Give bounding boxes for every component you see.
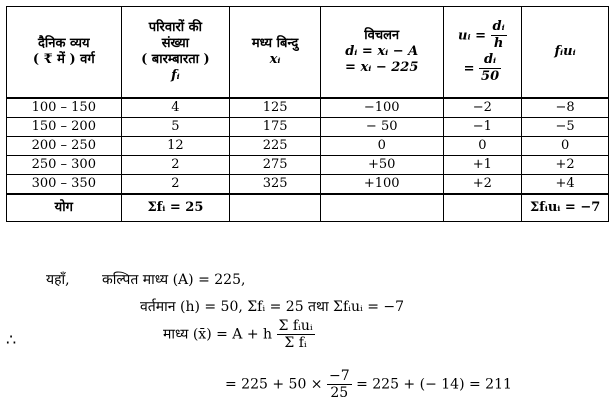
header-step-equals: = xyxy=(463,61,475,77)
table-row xyxy=(7,156,609,175)
total-fu: Σfᵢuᵢ = −7 xyxy=(522,194,609,222)
cell-fu: +4 xyxy=(522,175,609,195)
header-class-line1: दैनिक व्यय xyxy=(38,35,90,51)
cell-class: 150 – 200 xyxy=(7,118,122,137)
header-midpoint-line1: मध्य बिन्दु xyxy=(251,35,299,51)
header-step-num2: dᵢ xyxy=(479,52,501,69)
cell-frequency: 5 xyxy=(121,118,230,137)
mean-formula-num: Σ fᵢuᵢ xyxy=(278,318,313,334)
header-step-num1: dᵢ xyxy=(491,19,507,36)
mean-formula xyxy=(163,318,315,351)
header-class xyxy=(7,7,122,99)
header-frequency-line2: संख्या xyxy=(161,35,190,51)
cell-midpoint: 325 xyxy=(230,175,321,195)
header-frequency-symbol: fᵢ xyxy=(171,68,180,84)
cell-midpoint: 225 xyxy=(230,137,321,156)
cell-deviation: +100 xyxy=(320,175,443,195)
cell-fu: 0 xyxy=(522,137,609,156)
cell-deviation: −100 xyxy=(320,98,443,118)
header-step-den2: 50 xyxy=(481,69,500,85)
where-label: यहाँ, xyxy=(46,272,70,288)
mean-formula-lhs: माध्य (x̄) = A + h xyxy=(163,326,273,343)
total-empty-step xyxy=(443,194,522,222)
cell-midpoint: 275 xyxy=(230,156,321,175)
calc-result: = 225 + (− 14) = 211 xyxy=(356,376,512,393)
total-empty-deviation xyxy=(320,194,443,222)
mean-formula-fraction xyxy=(277,318,315,351)
header-step-deviation xyxy=(443,7,522,99)
total-frequency: Σfᵢ = 25 xyxy=(121,194,230,222)
header-frequency xyxy=(121,7,230,99)
calc-den: 25 xyxy=(330,385,349,401)
cell-step: +1 xyxy=(443,156,522,175)
header-step-fraction-2 xyxy=(479,52,501,86)
header-deviation-line2: dᵢ = xᵢ − A xyxy=(345,43,419,59)
header-frequency-line1: परिवारों की xyxy=(148,19,203,35)
header-row xyxy=(7,7,609,99)
total-label: योग xyxy=(7,194,122,222)
cell-frequency: 2 xyxy=(121,175,230,195)
cell-frequency: 4 xyxy=(121,98,230,118)
header-deviation-line3: = xᵢ − 225 xyxy=(345,60,419,76)
cell-frequency: 2 xyxy=(121,156,230,175)
header-step-lhs: uᵢ = xyxy=(458,27,486,43)
cell-deviation: − 50 xyxy=(320,118,443,137)
total-empty-midpoint xyxy=(230,194,321,222)
header-deviation xyxy=(320,7,443,99)
assumed-mean-line: कल्पित माध्य (A) = 225, xyxy=(102,272,246,288)
calc-prefix: = 225 + 50 × xyxy=(225,376,323,393)
cell-step: −1 xyxy=(443,118,522,137)
calculation-line xyxy=(225,368,512,401)
table-row xyxy=(7,137,609,156)
header-frequency-line3: ( बारम्बारता ) xyxy=(141,52,210,67)
width-line: वर्तमान (h) = 50, Σfᵢ = 25 तथा Σfᵢuᵢ = −7 xyxy=(140,299,405,315)
header-midpoint xyxy=(230,7,321,99)
header-midpoint-symbol: xᵢ xyxy=(269,52,281,67)
cell-midpoint: 175 xyxy=(230,118,321,137)
calc-num: −7 xyxy=(328,368,350,384)
cell-fu: +2 xyxy=(522,156,609,175)
therefore-symbol: ∴ xyxy=(6,330,17,349)
cell-class: 100 – 150 xyxy=(7,98,122,118)
cell-class: 300 – 350 xyxy=(7,175,122,195)
cell-frequency: 12 xyxy=(121,137,230,156)
cell-midpoint: 125 xyxy=(230,98,321,118)
table-row xyxy=(7,118,609,137)
data-table xyxy=(6,6,609,222)
table-row xyxy=(7,98,609,118)
header-step-den1: h xyxy=(493,35,504,51)
cell-deviation: 0 xyxy=(320,137,443,156)
header-class-line2: ( ₹ में ) वर्ग xyxy=(32,52,95,67)
cell-step: +2 xyxy=(443,175,522,195)
cell-fu: −5 xyxy=(522,118,609,137)
total-row xyxy=(7,194,609,222)
cell-class: 250 – 300 xyxy=(7,156,122,175)
cell-deviation: +50 xyxy=(320,156,443,175)
header-deviation-line1: विचलन xyxy=(364,27,400,43)
calc-fraction xyxy=(327,368,352,401)
cell-class: 200 – 250 xyxy=(7,137,122,156)
mean-formula-den: Σ fᵢ xyxy=(284,335,307,351)
header-step-fraction-1 xyxy=(491,19,507,53)
header-fu: fᵢuᵢ xyxy=(522,7,609,99)
table-row xyxy=(7,175,609,195)
cell-step: 0 xyxy=(443,137,522,156)
cell-fu: −8 xyxy=(522,98,609,118)
cell-step: −2 xyxy=(443,98,522,118)
